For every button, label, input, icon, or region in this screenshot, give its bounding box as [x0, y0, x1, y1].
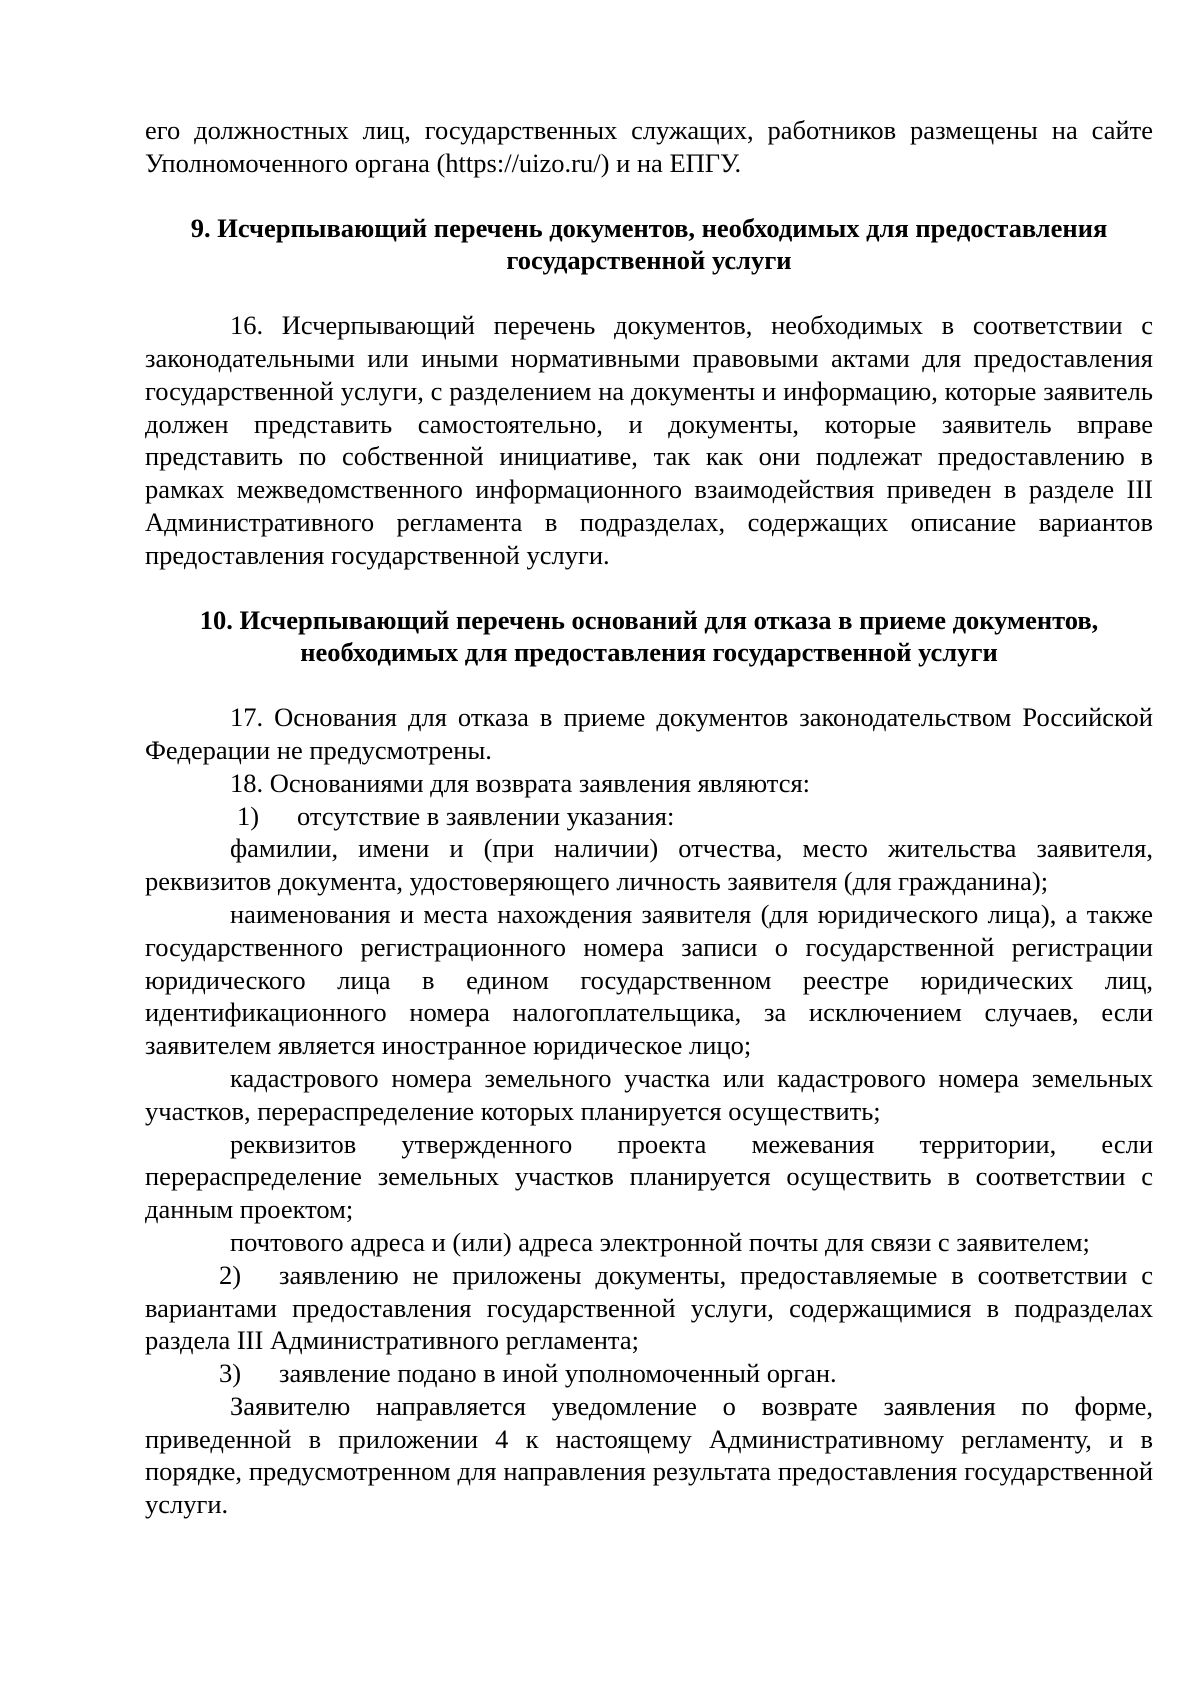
document-page: [145, 114, 1153, 1521]
list-item-2-number: 2): [219, 1259, 242, 1290]
list-item-3: [145, 1357, 1153, 1390]
list-item-3-number: 3): [219, 1358, 242, 1389]
paragraph-17: 17. Основания для отказа в приеме документов законодательством Российской Федерации не предусмотрены.: [145, 702, 1153, 765]
list-item-1-text: отсутствие в заявлении указания:: [297, 800, 675, 831]
list-item-2: [145, 1259, 1153, 1357]
sub-item-survey-project: реквизитов утвержденного проекта межевания территории, если перераспределение земельных участков планируется осуществить в соответствии с данным проектом;: [145, 1128, 1153, 1225]
final-paragraph: Заявителю направляется уведомление о возврате заявления по форме, приведенной в приложении 4 к настоящему Административному регламенту, и в порядке, предусмотренном для направления результата предоставления государственной услуги.: [145, 1390, 1153, 1520]
section-10-heading: 10. Исчерпывающий перечень оснований для отказа в приеме документов, необходимых для предоставления государственной услуги: [199, 604, 1099, 668]
section-9-heading: 9. Исчерпывающий перечень документов, необходимых для предоставления государственной услуги: [190, 212, 1108, 276]
sub-item-cadastral-numbers: кадастрового номера земельного участка или кадастрового номера земельных участков, перераспределение которых планируется осуществить;: [145, 1062, 1153, 1126]
sub-item-contact-address: почтового адреса и (или) адреса электронной почты для связи с заявителем;: [230, 1226, 1090, 1257]
list-item-1: [145, 800, 1153, 833]
list-item-1-number: 1): [237, 800, 260, 831]
list-item-2-text: заявлению не приложены документы, предоставляемые в соответствии с вариантами предоставления государственной услуги, содержащимися в подразделах раздела III Административного регламента;: [145, 1259, 1153, 1356]
paragraph-16: 16. Исчерпывающий перечень документов, необходимых в соответствии с законодательными или иными нормативными правовыми актами для предоставления государственной услуги, с разделением на документы и информацию, которые заявитель должен представить самостоятельно, и документы, которые заявитель вправе представить по собственной инициативе, так как они подлежат предоставлению в рамках межведомственного информационного взаимодействия приведен в разделе III Административного регламента в подразделах, содержащих описание вариантов предоставления государственной услуги.: [145, 310, 1153, 570]
sub-item-citizen-details: фамилии, имени и (при наличии) отчества, место жительства заявителя, реквизитов документа, удостоверяющего личность заявителя (для гражданина);: [145, 833, 1153, 897]
list-item-3-text: заявление подано в иной уполномоченный орган.: [279, 1358, 837, 1389]
intro-paragraph: его должностных лиц, государственных служащих, работников размещены на сайте Уполномоченного органа (https://uizo.ru/) и на ЕПГУ.: [145, 115, 1153, 178]
sub-item-legal-entity-details: наименования и места нахождения заявителя (для юридического лица), а также государственного регистрационного номера записи о государственной регистрации юридического лица в едином государственном реестре юридических лиц, идентификационного номера налогоплательщика, за исключением случаев, если заявителем является иностранное юридическое лицо;: [145, 898, 1153, 1061]
paragraph-18: 18. Основаниями для возврата заявления являются:: [230, 767, 811, 798]
